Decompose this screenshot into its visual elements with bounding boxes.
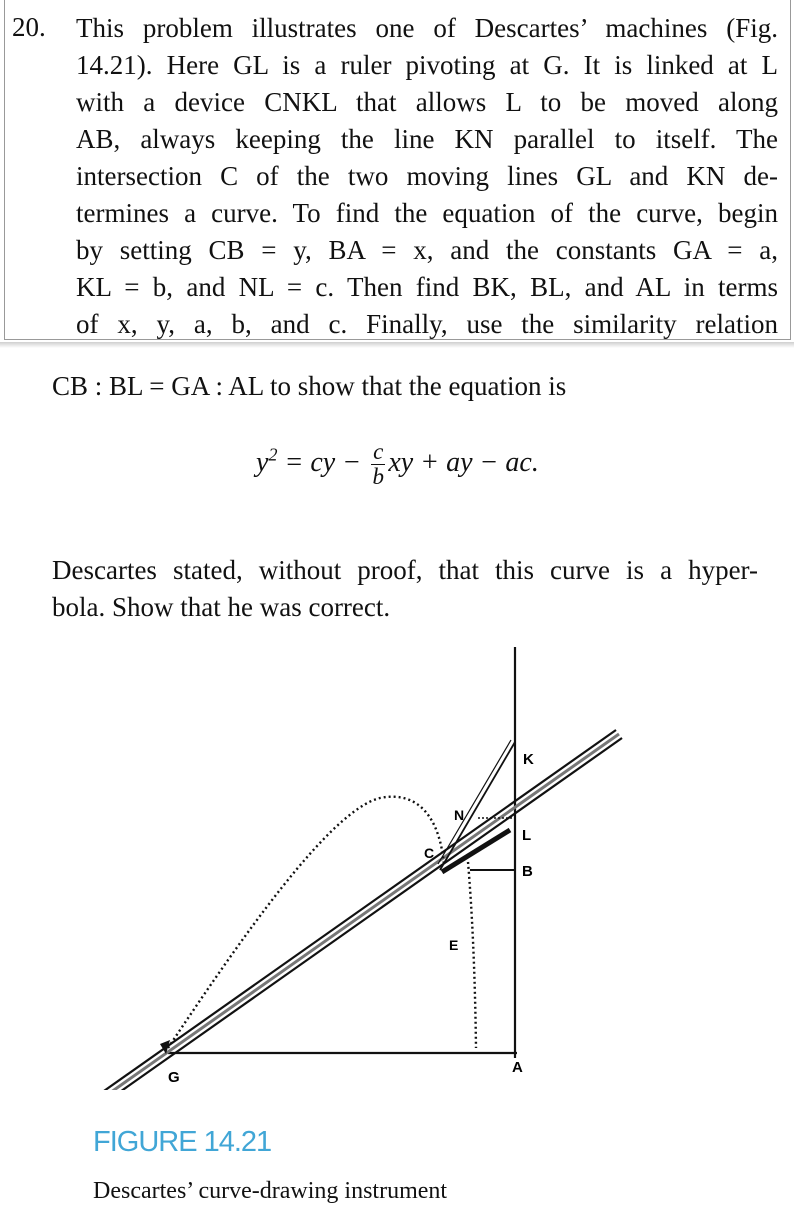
- descartes-machine-figure: [90, 640, 650, 1090]
- hyperbola-equation: [256, 440, 539, 489]
- problem-line: of x, y, a, b, and c. Finally, use the similarity relation: [76, 309, 778, 339]
- equation-lhs: y: [256, 446, 269, 478]
- equation-part2: xy + ay − ac.: [388, 446, 539, 478]
- label-l: L: [522, 827, 532, 844]
- equation-exponent: 2: [268, 444, 278, 465]
- ruler-gl-edge: [94, 730, 616, 1090]
- label-n: N: [454, 807, 465, 823]
- ruler-gl-edge: [100, 738, 622, 1090]
- fraction-denominator: b: [372, 464, 384, 489]
- figure-caption: Descartes’ curve-drawing instrument: [93, 1178, 448, 1204]
- problem-line: termines a curve. To find the equation of the curve, begin: [76, 198, 778, 228]
- equation-part1: = cy −: [277, 446, 369, 478]
- label-b: B: [522, 863, 533, 880]
- problem-line: intersection C of the two moving lines GL and KN de-: [76, 161, 778, 191]
- conclusion-text: [52, 552, 758, 626]
- label-a: A: [512, 1059, 523, 1076]
- continuation-text: CB : BL = GA : AL to show that the equation is: [52, 371, 567, 401]
- figure-label: FIGURE 14.21: [93, 1126, 272, 1158]
- problem-line: by setting CB = y, BA = x, and the constants GA = a,: [76, 235, 778, 265]
- label-k: K: [523, 751, 534, 768]
- problem-text: [76, 10, 778, 343]
- label-g: G: [168, 1069, 180, 1086]
- dotted-curve-lower: [468, 862, 476, 1048]
- problem-number: 20.: [12, 12, 46, 42]
- line-kn-edge: [438, 740, 511, 864]
- problem-line: with a device CNKL that allows L to be moved along: [76, 87, 778, 117]
- label-c: C: [424, 845, 435, 861]
- conclusion-line: Descartes stated, without proof, that this curve is a hyper-: [52, 555, 758, 585]
- problem-line: 14.21). Here GL is a ruler pivoting at G. It is linked at L: [76, 50, 778, 80]
- label-e: E: [449, 937, 459, 953]
- fraction-numerator: c: [373, 439, 384, 464]
- problem-line: KL = b, and NL = c. Then find BK, BL, and AL in terms: [76, 272, 778, 302]
- equation-fraction: [371, 440, 385, 489]
- dotted-curve-upper: [168, 797, 444, 1048]
- problem-line: This problem illustrates one of Descartes’ machines (Fig.: [76, 13, 778, 43]
- conclusion-line: bola. Show that he was correct.: [52, 592, 391, 622]
- problem-line: AB, always keeping the line KN parallel to itself. The: [76, 124, 778, 154]
